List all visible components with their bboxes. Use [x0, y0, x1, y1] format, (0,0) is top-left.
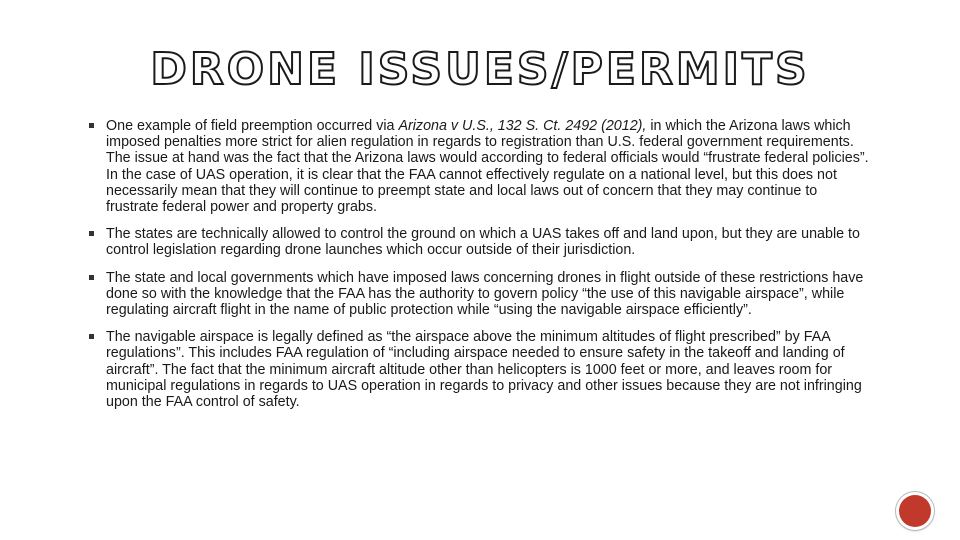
bullet-list: [89, 118, 869, 421]
bullet-text-lead: One example of field preemption occurred via: [106, 118, 399, 134]
bullet-item: [89, 329, 869, 410]
bullet-text-rest: in which the Arizona laws which imposed penalties more strict for alien regulation in regards to registration than U.S. federal government requirements. The issue at hand was the fact that the Arizona laws would according to federal officials would “frustrate federal policies”. In the case of UAS operation, it is clear that the FAA cannot effectively regulate on a national level, but this does not necessarily mean that they will continue to preempt state and local laws out of concern that they may continue to frustrate federal power and property grabs.: [106, 118, 869, 216]
slide-title: DRONE ISSUES/PERMITS: [150, 44, 810, 95]
bullet-text: The state and local governments which have imposed laws concerning drones in flight outside of these restrictions have done so with the knowledge that the FAA has the authority to govern policy “the use of this navigable airspace”, while regulating aircraft flight in the name of public protection while “using the navigable airspace efficiently”.: [106, 269, 864, 319]
badge-fill: [899, 495, 931, 527]
square-bullet-icon: [89, 231, 94, 236]
bullet-item: [89, 118, 869, 215]
case-citation: Arizona v U.S., 132 S. Ct. 2492 (2012),: [398, 118, 647, 134]
bullet-text: The states are technically allowed to control the ground on which a UAS takes off and land upon, but they are unable to control legislation regarding drone launches which occur outside of their jurisdiction.: [106, 226, 860, 259]
slide-number-badge: [896, 492, 934, 530]
bullet-text: The navigable airspace is legally defined as “the airspace above the minimum altitudes of flight prescribed” by FAA regulations”. This includes FAA regulation of “including airspace needed to ensure safety in the takeoff and landing of aircraft”. The fact that the minimum aircraft altitude other than helicopters is 1000 feet or more, and leaves room for municipal regulations in regards to UAS operation in regards to privacy and other issues because they are not infringing upon the FAA control of safety.: [106, 329, 862, 411]
bullet-text: [106, 118, 869, 215]
square-bullet-icon: [89, 334, 94, 339]
bullet-item: [89, 226, 869, 258]
bullet-item: [89, 270, 869, 319]
square-bullet-icon: [89, 275, 94, 280]
square-bullet-icon: [89, 123, 94, 128]
